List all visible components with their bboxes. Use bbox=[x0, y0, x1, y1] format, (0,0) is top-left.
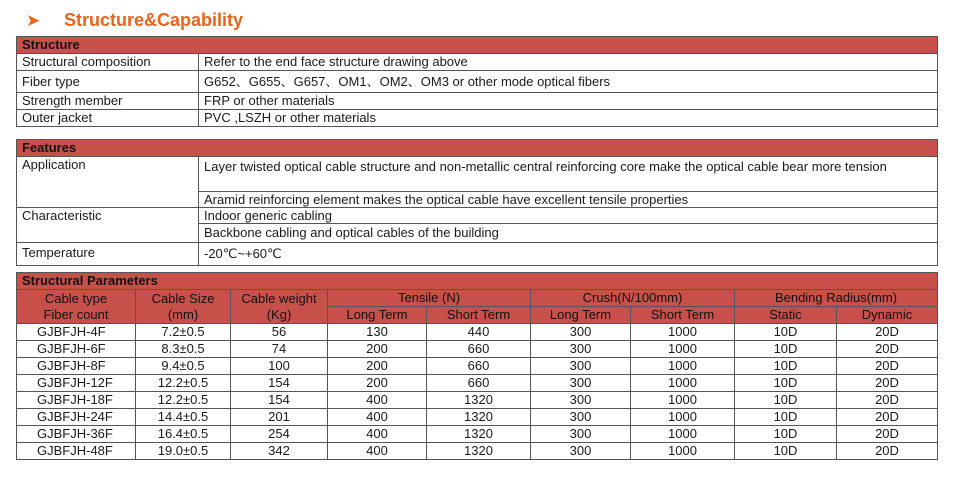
cell-crush-short: 1000 bbox=[631, 358, 735, 375]
cell-crush-short: 1000 bbox=[631, 324, 735, 341]
cell-bending-dynamic: 20D bbox=[837, 358, 938, 375]
cell-cable-type: GJBFJH-12F bbox=[17, 375, 136, 392]
cell-cable-weight: 254 bbox=[231, 426, 328, 443]
table-row bbox=[17, 208, 938, 224]
cell-bending-static: 10D bbox=[735, 426, 837, 443]
cell-cable-type: GJBFJH-18F bbox=[17, 392, 136, 409]
structure-header: Structure bbox=[17, 37, 938, 54]
cell-cable-type: GJBFJH-4F bbox=[17, 324, 136, 341]
cell-cable-size: 19.0±0.5 bbox=[136, 443, 231, 460]
params-body bbox=[17, 324, 938, 460]
table-row bbox=[17, 341, 938, 358]
crush-long-term: Long Term bbox=[531, 307, 631, 324]
table-row bbox=[17, 409, 938, 426]
cell-cable-size: 9.4±0.5 bbox=[136, 358, 231, 375]
application-text-2: Aramid reinforcing element makes the optical cable have excellent tensile properties bbox=[199, 192, 938, 208]
cell-tensile-short: 1320 bbox=[427, 426, 531, 443]
table-row bbox=[17, 54, 938, 71]
section-title: Structure&Capability bbox=[64, 10, 244, 30]
cell-crush-short: 1000 bbox=[631, 426, 735, 443]
cell-bending-static: 10D bbox=[735, 392, 837, 409]
cell-bending-static: 10D bbox=[735, 443, 837, 460]
params-table bbox=[16, 272, 938, 460]
table-row bbox=[17, 324, 938, 341]
cell-crush-long: 300 bbox=[531, 324, 631, 341]
table-row bbox=[17, 375, 938, 392]
row-value: Refer to the end face structure drawing above bbox=[199, 54, 938, 71]
row-value: PVC ,LSZH or other materials bbox=[199, 110, 938, 127]
col-cable-type bbox=[17, 290, 136, 324]
col-tensile: Tensile (N) bbox=[328, 290, 531, 307]
cell-cable-weight: 100 bbox=[231, 358, 328, 375]
cell-cable-type: GJBFJH-8F bbox=[17, 358, 136, 375]
cell-bending-static: 10D bbox=[735, 375, 837, 392]
cell-crush-long: 300 bbox=[531, 392, 631, 409]
cell-crush-short: 1000 bbox=[631, 409, 735, 426]
cell-bending-dynamic: 20D bbox=[837, 409, 938, 426]
cell-tensile-short: 660 bbox=[427, 341, 531, 358]
cell-crush-long: 300 bbox=[531, 426, 631, 443]
params-header-row bbox=[17, 273, 938, 290]
bending-static: Static bbox=[735, 307, 837, 324]
row-value: FRP or other materials bbox=[199, 93, 938, 110]
row-label: Fiber type bbox=[17, 71, 199, 93]
table-row bbox=[17, 93, 938, 110]
cell-bending-dynamic: 20D bbox=[837, 443, 938, 460]
cell-cable-type: GJBFJH-6F bbox=[17, 341, 136, 358]
cell-cable-type: GJBFJH-48F bbox=[17, 443, 136, 460]
features-table bbox=[16, 139, 938, 266]
cell-tensile-short: 1320 bbox=[427, 443, 531, 460]
cell-tensile-long: 200 bbox=[328, 358, 427, 375]
tensile-short-term: Short Term bbox=[427, 307, 531, 324]
params-header: Structural Parameters bbox=[17, 273, 938, 290]
cell-cable-size: 16.4±0.5 bbox=[136, 426, 231, 443]
cell-tensile-long: 400 bbox=[328, 426, 427, 443]
cell-cable-size: 12.2±0.5 bbox=[136, 392, 231, 409]
cell-tensile-long: 200 bbox=[328, 341, 427, 358]
cell-crush-short: 1000 bbox=[631, 392, 735, 409]
structure-header-row bbox=[17, 37, 938, 54]
cell-bending-dynamic: 20D bbox=[837, 392, 938, 409]
cell-tensile-long: 400 bbox=[328, 392, 427, 409]
cell-cable-weight: 154 bbox=[231, 392, 328, 409]
cell-cable-size: 14.4±0.5 bbox=[136, 409, 231, 426]
cell-cable-weight: 342 bbox=[231, 443, 328, 460]
characteristic-text-2: Backbone cabling and optical cables of the building bbox=[199, 224, 938, 243]
arrow-icon: ➤ bbox=[26, 10, 41, 30]
cell-crush-short: 1000 bbox=[631, 375, 735, 392]
col-weight-label: Cable weight bbox=[241, 290, 317, 306]
features-header: Features bbox=[17, 140, 938, 157]
cell-crush-long: 300 bbox=[531, 341, 631, 358]
cell-bending-static: 10D bbox=[735, 358, 837, 375]
cell-cable-type: GJBFJH-36F bbox=[17, 426, 136, 443]
cell-cable-size: 8.3±0.5 bbox=[136, 341, 231, 358]
temperature-label: Temperature bbox=[17, 243, 199, 266]
col-fiber-count-label: Fiber count bbox=[43, 306, 109, 322]
cell-crush-long: 300 bbox=[531, 358, 631, 375]
col-crush: Crush(N/100mm) bbox=[531, 290, 735, 307]
table-row bbox=[17, 443, 938, 460]
cell-crush-short: 1000 bbox=[631, 443, 735, 460]
table-row bbox=[17, 426, 938, 443]
col-size-unit: (mm) bbox=[167, 306, 199, 322]
cell-bending-dynamic: 20D bbox=[837, 426, 938, 443]
row-label: Strength member bbox=[17, 93, 199, 110]
features-header-row bbox=[17, 140, 938, 157]
cell-tensile-short: 660 bbox=[427, 375, 531, 392]
table-row bbox=[17, 358, 938, 375]
cell-cable-weight: 56 bbox=[231, 324, 328, 341]
row-value: G652、G655、G657、OM1、OM2、OM3 or other mode optical fibers bbox=[199, 71, 938, 93]
cell-cable-size: 7.2±0.5 bbox=[136, 324, 231, 341]
cell-tensile-long: 400 bbox=[328, 409, 427, 426]
application-text-1: Layer twisted optical cable structure and non-metallic central reinforcing core make the optical cable bear more tension bbox=[199, 157, 938, 192]
bending-dynamic: Dynamic bbox=[837, 307, 938, 324]
col-weight bbox=[231, 290, 328, 324]
cell-tensile-short: 440 bbox=[427, 324, 531, 341]
table-row bbox=[17, 157, 938, 192]
cell-tensile-long: 200 bbox=[328, 375, 427, 392]
col-cable-type-label: Cable type bbox=[44, 290, 108, 306]
cell-cable-size: 12.2±0.5 bbox=[136, 375, 231, 392]
cell-bending-static: 10D bbox=[735, 409, 837, 426]
col-weight-unit: (Kg) bbox=[266, 306, 292, 322]
cell-crush-long: 300 bbox=[531, 375, 631, 392]
column-header-row bbox=[17, 290, 938, 307]
tensile-long-term: Long Term bbox=[328, 307, 427, 324]
cell-cable-weight: 201 bbox=[231, 409, 328, 426]
cell-tensile-long: 400 bbox=[328, 443, 427, 460]
table-row bbox=[17, 392, 938, 409]
cell-cable-weight: 154 bbox=[231, 375, 328, 392]
cell-tensile-long: 130 bbox=[328, 324, 427, 341]
cell-crush-long: 300 bbox=[531, 409, 631, 426]
characteristic-text-1: Indoor generic cabling bbox=[199, 208, 938, 224]
row-label: Structural composition bbox=[17, 54, 199, 71]
application-label: Application bbox=[17, 157, 199, 208]
cell-tensile-short: 1320 bbox=[427, 409, 531, 426]
table-row bbox=[17, 71, 938, 93]
col-size-label: Cable Size bbox=[151, 290, 215, 306]
cell-bending-dynamic: 20D bbox=[837, 341, 938, 358]
col-bending: Bending Radius(mm) bbox=[735, 290, 938, 307]
cell-bending-dynamic: 20D bbox=[837, 375, 938, 392]
cell-bending-static: 10D bbox=[735, 341, 837, 358]
table-row bbox=[17, 110, 938, 127]
table-row bbox=[17, 243, 938, 266]
cell-bending-static: 10D bbox=[735, 324, 837, 341]
col-size bbox=[136, 290, 231, 324]
structure-table bbox=[16, 36, 938, 127]
cell-crush-long: 300 bbox=[531, 443, 631, 460]
cell-bending-dynamic: 20D bbox=[837, 324, 938, 341]
characteristic-label: Characteristic bbox=[17, 208, 199, 243]
cell-cable-weight: 74 bbox=[231, 341, 328, 358]
cell-cable-type: GJBFJH-24F bbox=[17, 409, 136, 426]
section-heading bbox=[26, 10, 243, 31]
cell-tensile-short: 660 bbox=[427, 358, 531, 375]
crush-short-term: Short Term bbox=[631, 307, 735, 324]
temperature-value: -20℃~+60℃ bbox=[199, 243, 938, 266]
row-label: Outer jacket bbox=[17, 110, 199, 127]
cell-crush-short: 1000 bbox=[631, 341, 735, 358]
cell-tensile-short: 1320 bbox=[427, 392, 531, 409]
